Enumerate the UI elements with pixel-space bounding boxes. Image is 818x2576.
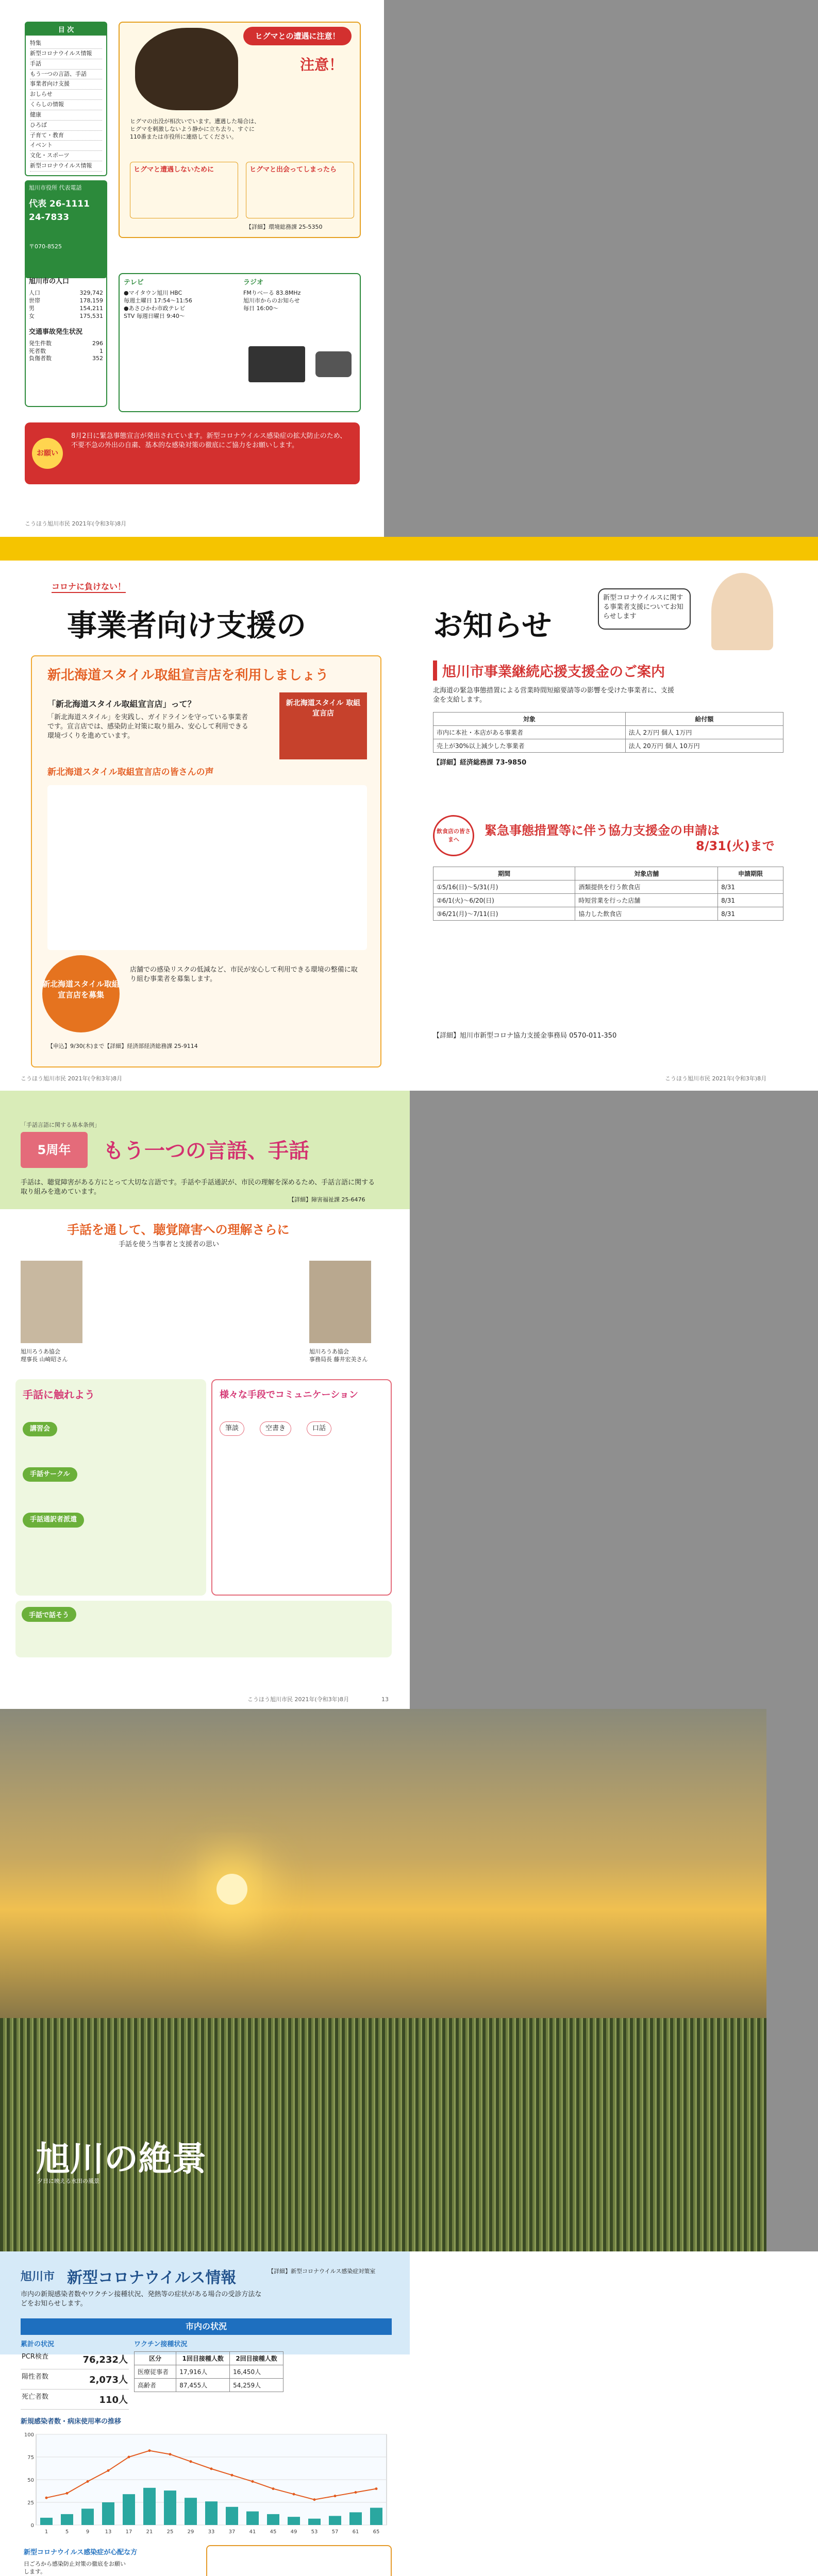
chart-bar	[349, 2512, 362, 2525]
person-photo-1	[21, 1261, 82, 1343]
sec3-title: 緊急事態措置等に伴う協力支援金の申請は	[485, 823, 720, 838]
toc-item[interactable]: 特集	[30, 39, 102, 49]
person-caption-2: 旭川ろうあ協会 事務局長 藤井宏美さん	[309, 1348, 368, 1363]
chart-bar	[267, 2514, 279, 2525]
toc-item[interactable]: くらしの情報	[30, 100, 102, 110]
table-cell: 市内に本社・本店がある事業者	[433, 726, 626, 739]
case-value: 110人	[99, 2395, 128, 2406]
pop-row	[29, 313, 103, 320]
pop-label: 世帯	[29, 297, 40, 304]
table-row	[433, 894, 783, 907]
chart-bar	[102, 2502, 114, 2525]
table-cell: 17,916人	[176, 2365, 230, 2379]
sec1-cta: 店舗での感染リスクの低減など、市民が安心して利用できる環境の整備に取り組む事業者を募集します。	[130, 966, 358, 984]
case-label: 死亡者数	[22, 2393, 49, 2401]
traffic-value: 1	[99, 347, 103, 354]
comm-box	[211, 1379, 392, 1596]
blank-area	[384, 0, 818, 537]
chart-point	[293, 2493, 295, 2496]
section-support-money	[428, 655, 789, 774]
pop-label: 女	[29, 312, 35, 319]
sky-image	[0, 1709, 766, 2044]
chart-bar	[288, 2517, 300, 2525]
table-row	[135, 2379, 283, 2392]
vac-head-0: 区分	[135, 2352, 176, 2365]
covid-chart	[21, 2429, 392, 2537]
chart-point	[107, 2469, 110, 2472]
request-banner	[25, 422, 360, 484]
touch-item	[23, 1467, 199, 1482]
chart-x-tick: 57	[331, 2529, 339, 2535]
sec1-contact: 【申込】9/30(木)まで【詳細】経済部経済総務課 25-9114	[47, 1043, 198, 1049]
section-cooperation-money	[428, 815, 789, 1057]
sec3-head-1: 対象店舗	[575, 867, 718, 880]
pop-value: 178,159	[79, 297, 103, 304]
top-stripe	[0, 537, 818, 561]
chart-x-tick: 33	[208, 2529, 215, 2535]
page-sign-language	[0, 1091, 410, 1709]
chart-bar	[226, 2507, 238, 2525]
chart-point	[128, 2456, 130, 2459]
comm-title: 様々な手段でコミュニケーション	[220, 1389, 358, 1400]
chart-point	[148, 2449, 151, 2452]
pop-value: 175,531	[79, 312, 103, 319]
voices-area	[47, 785, 367, 950]
page3-contact: 【詳細】障害福祉課 25-6476	[289, 1196, 365, 1203]
pop-table	[29, 290, 103, 320]
bear-tips-2	[246, 162, 354, 218]
sec-title: 手話を通して、聴覚障害への理解さらに	[67, 1223, 290, 1237]
chart-point	[375, 2487, 378, 2490]
toc-item[interactable]: もう一つの言語、手話	[30, 70, 102, 80]
chart-point	[231, 2474, 233, 2477]
chart-bar	[81, 2509, 94, 2525]
chart-bar	[164, 2490, 176, 2525]
request-badge: お願い	[32, 438, 63, 469]
footer-left: こうほう旭川市民 2021年(令和3年)8月	[21, 1075, 123, 1082]
table-cell: 8/31	[718, 880, 783, 894]
bear-sub2: ヒグマと出会ってしまったら	[249, 166, 337, 174]
restaurant-badge: 飲食店の皆さまへ	[433, 815, 474, 856]
scenery-title: 旭川の絶景	[36, 2139, 206, 2179]
chart-x-tick: 41	[249, 2529, 256, 2535]
touch-box	[15, 1379, 206, 1596]
touch-item	[23, 1422, 199, 1436]
bear-body: ヒグマの出没が相次いでいます。遭遇した場合は、ヒグマを刺激しないよう静かに立ち去り、すぐに110番または市役所に連絡してください。	[130, 118, 260, 140]
table-cell: 医療従事者	[135, 2365, 176, 2379]
comm-item: 筆談	[220, 1421, 244, 1436]
chart-x-tick: 13	[105, 2529, 112, 2535]
section-hokkaido-style	[31, 655, 381, 1067]
bear-tips-1	[130, 162, 238, 218]
page-scenery-photo	[0, 1709, 766, 2251]
bear-image	[135, 28, 238, 110]
covid-title: 新型コロナウイルス情報	[67, 2269, 237, 2287]
chart-point	[210, 2467, 213, 2470]
person-caption-1: 旭川ろうあ協会 理事長 山崎昭さん	[21, 1348, 68, 1363]
sec1-question: 「新北海道スタイル取組宣言店」って？	[47, 699, 196, 709]
traffic-title: 交通事故発生状況	[29, 328, 83, 336]
table-cell: 時短営業を行った店舗	[575, 894, 718, 907]
chart-bar	[370, 2508, 382, 2525]
sec1-body: 「新北海道スタイル」を実践し、ガイドラインを守っている事業者です。宣言店では、感染防止対策に取り組み、安心して利用できる環境づくりを進めています。	[47, 714, 248, 740]
sticker-image: 新北海道スタイル 取組宣言店	[279, 692, 367, 759]
traffic-label: 発生件数	[29, 340, 52, 347]
sun-image	[216, 1874, 247, 1905]
table-cell: 高齢者	[135, 2379, 176, 2392]
vac-title: ワクチン接種状況	[134, 2341, 188, 2348]
toc-item[interactable]: 文化・スポーツ	[30, 151, 102, 161]
badge-top: 「手話言語に関する基本条例」	[21, 1122, 100, 1128]
postal-code: 〒070-8525	[29, 243, 62, 250]
chart-point	[87, 2480, 89, 2483]
table-row	[433, 739, 783, 753]
table-cell: ③6/21(月)〜7/11(日)	[433, 907, 575, 921]
bear-title: ヒグマとの遭遇に注意！	[243, 27, 352, 45]
title-right: お知らせ	[433, 608, 552, 643]
traffic-value: 352	[92, 355, 103, 362]
chart-y-tick: 50	[27, 2478, 34, 2483]
bear-contact: 【詳細】環境総務課 25-5350	[246, 224, 323, 230]
chart-x-tick: 45	[270, 2529, 277, 2535]
toc-title: 目 次	[26, 23, 106, 36]
chart-y-tick: 25	[27, 2500, 34, 2506]
hall-phone-2: 24-7833	[29, 212, 70, 223]
chart-point	[45, 2497, 48, 2499]
chart-bar	[205, 2501, 218, 2525]
table-cell: 法人 20万円 個人 10万円	[625, 739, 783, 753]
chart-bar	[246, 2512, 259, 2525]
recruit-badge: 新北海道スタイル取組宣言店を募集	[42, 955, 120, 1032]
table-cell: 法人 2万円 個人 1万円	[625, 726, 783, 739]
tagline: コロナに負けない！	[52, 580, 126, 593]
chart-point	[190, 2460, 192, 2463]
consult-body: 日ごろから感染防止対策の徹底をお願いします。	[24, 2561, 126, 2575]
toc-item[interactable]: 子育て・教育	[30, 131, 102, 141]
page-covid-info	[0, 2251, 818, 2576]
chart-x-tick: 53	[311, 2529, 318, 2535]
chart-bar	[40, 2518, 53, 2525]
media-box	[119, 273, 361, 412]
chart-x-tick: 49	[290, 2529, 297, 2535]
chart-point	[313, 2498, 316, 2501]
tv-title: テレビ	[124, 279, 144, 286]
radio-icon	[315, 351, 352, 377]
chart-bar	[143, 2488, 156, 2525]
vaccine-table	[134, 2351, 283, 2392]
sec3-table	[433, 867, 783, 921]
cases-box	[21, 2340, 129, 2412]
pop-title: 旭川市の人口	[29, 278, 70, 285]
radio-text: FMりべーる 83.8MHz 旭川市からのお知らせ 毎日 16:00〜	[243, 290, 301, 312]
chart-x-tick: 29	[187, 2529, 194, 2535]
toc-item[interactable]: 新型コロナウイルス情報	[30, 161, 102, 172]
table-of-contents	[25, 22, 107, 176]
table-row	[433, 907, 783, 921]
traffic-value: 296	[92, 340, 103, 347]
toc-item[interactable]: 事業者向け支援	[30, 79, 102, 90]
comm-item: 空書き	[260, 1421, 291, 1436]
chart-point	[66, 2492, 69, 2495]
table-cell: 87,455人	[176, 2379, 230, 2392]
speech-bubble: 新型コロナウイルスに関する事業者支援についてお知らせします	[598, 588, 691, 630]
cases-list	[21, 2349, 129, 2410]
request-text: 8月2日に緊急事態宣言が発出されています。新型コロナウイルス感染症の拡大防止のため、不要不急の外出の自粛、基本的な感染対策の徹底にご協力をお願いします。	[71, 432, 347, 450]
table-cell: 8/31	[718, 894, 783, 907]
blank-area	[766, 1709, 818, 2251]
table-row	[433, 726, 783, 739]
page-footer: こうほう旭川市民 2021年(令和3年)8月	[25, 520, 127, 527]
table-cell: 8/31	[718, 907, 783, 921]
vaccine-box	[134, 2340, 283, 2412]
sec2-phone: 【詳細】経済総務課 73-9850	[433, 759, 527, 767]
chart-x-tick: 37	[228, 2529, 236, 2535]
pop-row	[29, 290, 103, 297]
sec-sub: 手話を使う当事者と支援者の思い	[119, 1241, 220, 1248]
page3-footer: こうほう旭川市民 2021年(令和3年)8月	[247, 1696, 349, 1703]
population-box	[25, 273, 107, 407]
toc-item[interactable]: おしらせ	[30, 90, 102, 100]
chart-bar	[185, 2498, 197, 2525]
touch-item-label: 講習会	[23, 1422, 57, 1436]
table-cell: 売上が30%以上減少した事業者	[433, 739, 626, 753]
status-head: 市内の状況	[21, 2318, 392, 2335]
toc-item[interactable]: 手話	[30, 59, 102, 70]
chart-x-tick: 17	[125, 2529, 132, 2535]
tv-text: ●マイタウン旭川 HBC 毎週土曜日 17:54〜11:56 ●あさひかわ市政テレビ STV 毎週日曜日 9:40〜	[124, 290, 192, 319]
bear-warning	[119, 22, 361, 238]
hall-phone: 代表 26-1111	[29, 198, 90, 209]
tv-icon	[248, 346, 305, 382]
table-cell: ②6/1(火)〜6/20(日)	[433, 894, 575, 907]
sec3-head-0: 期間	[433, 867, 575, 880]
comm-item: 口話	[307, 1421, 331, 1436]
touch-title: 手話に触れよう	[23, 1388, 95, 1401]
table-row	[135, 2365, 283, 2379]
chart-point	[355, 2491, 357, 2494]
chart-x-tick: 5	[65, 2529, 69, 2535]
covid-city: 旭川市	[21, 2270, 55, 2283]
sec1-title: 新北海道スタイル取組宣言店を利用しましょう	[47, 668, 329, 683]
touch-item-label: 手話サークル	[23, 1467, 77, 1482]
chart-x-tick: 21	[146, 2529, 153, 2535]
case-row	[21, 2389, 129, 2410]
learn-box	[15, 1601, 392, 1657]
consult-title: 新型コロナウイルス感染症が心配な方	[24, 2549, 138, 2556]
consult-box	[21, 2545, 196, 2576]
prevention-box	[206, 2545, 392, 2576]
chart-bar	[329, 2516, 341, 2525]
chart-x-tick: 25	[166, 2529, 174, 2535]
radio-title: ラジオ	[243, 279, 264, 286]
bear-notice: 注意！	[300, 56, 344, 73]
chart-bar	[308, 2519, 321, 2525]
city-hall-contact	[25, 180, 107, 278]
page-contents	[0, 0, 384, 537]
person-photo-2	[309, 1261, 371, 1343]
covid-title-tag: 【詳細】新型コロナウイルス感染症対策室	[268, 2268, 376, 2275]
footer-right: こうほう旭川市民 2021年(令和3年)8月	[665, 1075, 767, 1082]
sec2-table	[433, 712, 783, 753]
table-cell: ①5/16(日)〜5/31(月)	[433, 880, 575, 894]
pop-value: 329,742	[79, 290, 103, 297]
sec2-head-0: 対象	[433, 713, 626, 726]
traffic-row	[29, 348, 103, 355]
case-title: 累計の状況	[21, 2341, 55, 2348]
table-cell: 酒類提供を行う飲食店	[575, 880, 718, 894]
traffic-row	[29, 340, 103, 348]
title-left: 事業者向け支援の	[67, 608, 307, 643]
table-cell: 協力した飲食店	[575, 907, 718, 921]
chart-y-tick: 0	[30, 2523, 34, 2529]
touch-item	[23, 1513, 199, 1527]
touch-list	[23, 1422, 199, 1528]
chart-point	[272, 2487, 275, 2490]
chart-point	[252, 2480, 254, 2483]
pop-row	[29, 297, 103, 305]
table-row	[433, 880, 783, 894]
case-row	[21, 2349, 129, 2369]
chart-y-tick: 75	[27, 2455, 34, 2461]
case-value: 2,073人	[89, 2375, 128, 2386]
comm-list	[220, 1421, 383, 1436]
page-business-support	[0, 537, 818, 1091]
hall-label: 旭川市役所 代表電話	[29, 184, 82, 191]
pop-label: 男	[29, 304, 35, 312]
toc-item[interactable]: イベント	[30, 141, 102, 151]
chart-y-tick: 100	[24, 2432, 34, 2438]
toc-item[interactable]: 健康	[30, 110, 102, 121]
bear-sub1: ヒグマと遭遇しないために	[133, 166, 214, 174]
touch-item-label: 手話通訳者派遣	[23, 1513, 84, 1527]
pop-value: 154,211	[79, 304, 103, 312]
guide-illustration	[711, 573, 773, 650]
sec2-head-1: 給付額	[625, 713, 783, 726]
table-cell: 54,259人	[230, 2379, 283, 2392]
table-cell: 16,450人	[230, 2365, 283, 2379]
sec3-contact: 【詳細】旭川市新型コロナ協力支援金事務局 0570-011-350	[433, 1032, 617, 1040]
pop-row	[29, 305, 103, 313]
covid-intro: 市内の新規感染者数やワクチン接種状況、発熱等の症状がある場合の受診方法などをお知らせします。	[21, 2291, 262, 2308]
blank-area	[410, 1091, 818, 1709]
sec3-deadline: 8/31(火)まで	[696, 839, 775, 853]
toc-item[interactable]: 新型コロナウイルス情報	[30, 49, 102, 59]
case-row	[21, 2369, 129, 2389]
page3-title: もう一つの言語、手話	[103, 1139, 309, 1163]
chart-title: 新規感染者数・病床使用率の推移	[21, 2418, 122, 2426]
case-label: PCR検査	[22, 2353, 48, 2361]
traffic-table	[29, 340, 103, 363]
chart-x-tick: 61	[352, 2529, 359, 2535]
traffic-label: 死者数	[29, 347, 46, 354]
toc-list	[26, 36, 106, 175]
page3-intro: 手話は、聴覚障害がある方にとって大切な言語です。手話や手話通訳が、市民の理解を深めるため、手話言語に関する取り組みを進めています。	[21, 1179, 375, 1196]
sec2-title: 旭川市事業継続応援支援金のご案内	[433, 660, 665, 681]
toc-item[interactable]: ひろば	[30, 121, 102, 131]
page3-number: 13	[381, 1696, 389, 1703]
sec1-sub: 新北海道スタイル取組宣言店の皆さんの声	[47, 767, 214, 777]
vac-head-1: 1回目接種人数	[176, 2352, 230, 2365]
sec2-body: 北海道の緊急事態措置による営業時間短縮要請等の影響を受けた事業者に、支援金を支給します。	[433, 687, 675, 704]
vac-head-2: 2回目接種人数	[230, 2352, 283, 2365]
scenery-subtitle: 夕日に映える水田の風景	[37, 2178, 99, 2184]
case-label: 陽性者数	[22, 2373, 49, 2381]
chart-x-tick: 65	[373, 2529, 380, 2535]
pop-label: 人口	[29, 290, 40, 297]
case-value: 76,232人	[82, 2354, 128, 2366]
sec3-head-2: 申請期限	[718, 867, 783, 880]
traffic-label: 負傷者数	[29, 355, 52, 362]
chart-x-tick: 1	[44, 2529, 48, 2535]
chart-bar	[61, 2514, 73, 2525]
traffic-row	[29, 355, 103, 363]
anniversary-badge: 5周年	[21, 1132, 88, 1168]
chart-bar	[123, 2494, 135, 2525]
chart-point	[169, 2453, 172, 2455]
chart-x-tick: 9	[86, 2529, 90, 2535]
learn-title: 手話で話そう	[22, 1607, 76, 1622]
chart-point	[334, 2495, 337, 2497]
